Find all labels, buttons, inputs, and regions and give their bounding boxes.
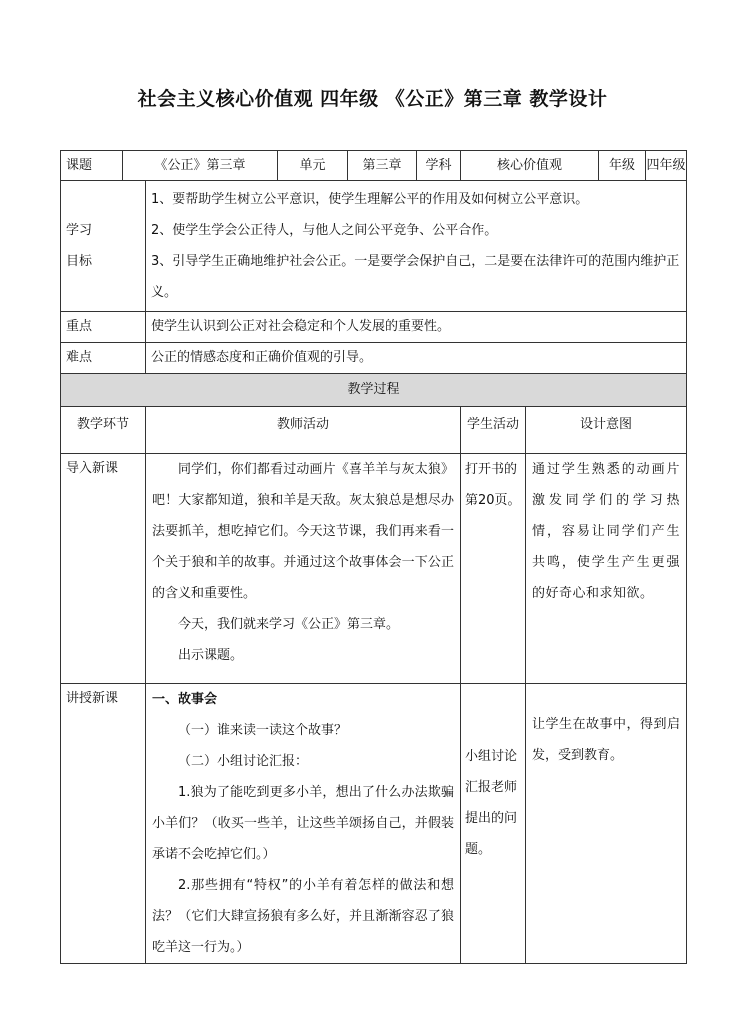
- goals-row: [61, 181, 687, 312]
- goals-label: [61, 181, 146, 312]
- goals-label-line-1: 学习: [66, 223, 93, 238]
- lecture-subheading: （二）小组讨论汇报：: [178, 754, 309, 769]
- header-student: 学生活动: [461, 407, 526, 454]
- key-point-row: [61, 312, 687, 343]
- intro-teacher-paragraph: 同学们，你们都看过动画片《喜羊羊与灰太狼》吧！大家都知道，狼和羊是天敌。灰太狼总是想尽办法要抓羊，想吃掉它们。今天这节课，我们再来看一个关于狼和羊的故事。并通过这个故事体会一下公正的含义和重要性。: [152, 462, 455, 601]
- header-intent: 设计意图: [526, 407, 687, 454]
- intro-student: 打开书的第20页。: [461, 454, 526, 684]
- goals-label-line-2: 目标: [66, 254, 93, 269]
- intro-teacher-paragraph: 出示课题。: [178, 648, 244, 663]
- grade-label: 年级: [599, 151, 646, 181]
- process-band-title: 教学过程: [61, 374, 687, 407]
- grade-value: 四年级: [646, 151, 687, 181]
- lecture-stage: 讲授新课: [61, 684, 146, 964]
- info-row: [61, 151, 687, 181]
- intro-teacher-paragraph: 今天，我们就来学习《公正》第三章。: [178, 617, 400, 632]
- lesson-value: 《公正》第三章: [123, 151, 278, 181]
- subject-label: 学科: [417, 151, 461, 181]
- lesson-label: 课题: [61, 151, 123, 181]
- intro-row: [61, 454, 687, 684]
- difficulty-row: [61, 343, 687, 374]
- lecture-intent: 让学生在故事中，得到启发，受到教育。: [526, 684, 687, 964]
- document-title: 社会主义核心价值观 四年级 《公正》第三章 教学设计: [137, 88, 608, 110]
- lecture-heading: 一、故事会: [152, 692, 218, 707]
- intro-stage: 导入新课: [61, 454, 146, 684]
- key-point-value: 使学生认识到公正对社会稳定和个人发展的重要性。: [146, 312, 687, 343]
- lecture-teacher: [146, 684, 461, 964]
- lecture-student: 小组讨论汇报老师提出的问题。: [461, 684, 526, 964]
- unit-label: 单元: [278, 151, 348, 181]
- intro-teacher: [146, 454, 461, 684]
- header-teacher: 教师活动: [146, 407, 461, 454]
- key-point-label: 重点: [61, 312, 146, 343]
- difficulty-value: 公正的情感态度和正确价值观的引导。: [146, 343, 687, 374]
- lecture-subheading: （一）谁来读一读这个故事？: [178, 723, 348, 738]
- lecture-row: [61, 684, 687, 964]
- intro-intent: 通过学生熟悉的动画片激发同学们的学习热情，容易让同学们产生共鸣，使学生产生更强的好奇心和求知欲。: [526, 454, 687, 684]
- goal-item: 2、使学生学会公正待人，与他人之间公平竞争、公平合作。: [151, 223, 498, 238]
- lecture-question: 1.狼为了能吃到更多小羊，想出了什么办法欺骗小羊们？（收买一些羊，让这些羊颂扬自己，并假装承诺不会吃掉它们。）: [152, 785, 455, 862]
- header-stage: 教学环节: [61, 407, 146, 454]
- process-header-row: [61, 407, 687, 454]
- lesson-plan-table: [60, 150, 687, 964]
- goals-content: [146, 181, 687, 312]
- difficulty-label: 难点: [61, 343, 146, 374]
- lecture-question: 2.那些拥有“特权”的小羊有着怎样的做法和想法？（它们大肆宣扬狼有多么好，并且渐渐容忍了狼吃羊这一行为。）: [152, 878, 455, 955]
- goal-item: 1、要帮助学生树立公平意识，使学生理解公平的作用及如何树立公平意识。: [151, 192, 589, 207]
- subject-value: 核心价值观: [461, 151, 599, 181]
- goal-item: 3、引导学生正确地维护社会公正。一是要学会保护自己，二是要在法律许可的范围内维护正义。: [151, 254, 680, 300]
- unit-value: 第三章: [348, 151, 417, 181]
- process-band-row: [61, 374, 687, 407]
